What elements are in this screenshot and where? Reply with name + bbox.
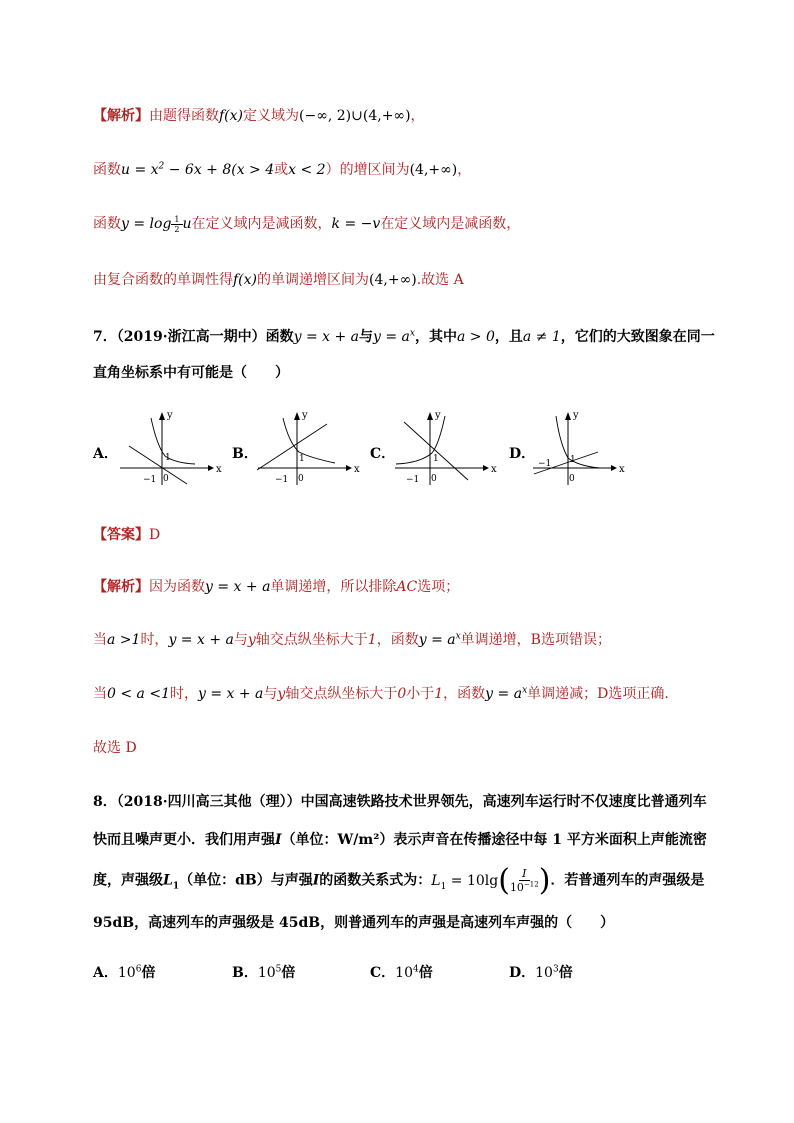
svg-text:0: 0 (298, 474, 304, 484)
q7-stem-line-1: 7．（2019·浙江高一期中）函数y = x + a与$y = a^x$，其中a > 0，且a ≠ 1，它们的大致图象在同一 (93, 328, 715, 345)
q8-stem-line-1: 8．（2018·四川高三其他（理））中国高速铁路技术世界领先，高速列车运行时不仅速度比普通列车 (93, 794, 707, 810)
formula-fraction: $\frac{I}{10^{-12}}$ (509, 867, 539, 894)
q7-option-b-label[interactable]: B． (232, 446, 258, 462)
q8-stem-line-4: 95dB，高速列车的声强级是 45dB，则普通列车的声强是高速列车声强的（ ） (93, 915, 615, 931)
q7-answer-line (93, 525, 734, 545)
q7-option-c-graph[interactable] (390, 408, 510, 488)
sound-level-formula: $L_1 = 10\lg$( $\frac{I}{10^{-12}}$ ) (431, 862, 551, 898)
q8-option-d[interactable]: D．$10^3$倍 (509, 964, 573, 981)
svg-text:−1: −1 (538, 459, 552, 469)
q8-option-b[interactable]: B．$10^5$倍 (232, 964, 296, 981)
prev-analysis-line-1: 【解析】由题得函数f(x)定义域为(−∞, 2)∪(4,+∞)， (93, 108, 425, 124)
analysis-tag: 【解析】 (93, 108, 149, 124)
q7-option-a-graph[interactable] (115, 408, 235, 488)
q7-analysis-line-4: 故选 D (93, 740, 137, 756)
q7-analysis-line-3: 当0 < a <1时，y = x + a与y轴交点纵坐标大于0小于1，函数$y = a^x$单调递减；D选项正确. (93, 685, 669, 702)
svg-text:0: 0 (569, 474, 575, 484)
q7-option-d-graph[interactable] (528, 408, 648, 488)
q7-option-a-label[interactable]: A． (93, 446, 118, 462)
svg-text:−1: −1 (275, 475, 289, 485)
svg-text:0: 0 (431, 474, 437, 484)
svg-text:0: 0 (163, 474, 169, 484)
q7-option-c-label[interactable]: C． (370, 446, 396, 462)
y-axis-label: y (435, 410, 441, 421)
svg-text:1: 1 (299, 454, 305, 464)
q7-option-d-label[interactable]: D． (509, 446, 536, 462)
svg-text:1: 1 (433, 454, 439, 464)
x-axis-label: x (354, 464, 360, 475)
y-axis-label: y (167, 410, 173, 421)
x-axis-label: x (619, 464, 625, 475)
svg-text:1: 1 (570, 455, 576, 465)
q8-option-c[interactable]: C．$10^4$倍 (370, 964, 433, 981)
x-axis-label: x (491, 464, 497, 475)
prev-analysis-line-2: 函数$u = x^2 - 6x + 8(x > 4$或x < 2）的增区间为(4,+∞)， (93, 161, 472, 178)
svg-text:1: 1 (165, 453, 171, 463)
y-axis-label: y (302, 410, 308, 421)
x-axis-label: x (216, 464, 222, 475)
svg-text:−1: −1 (143, 475, 157, 485)
answer-tag: 【答案】 (93, 527, 149, 543)
q7-option-b-graph[interactable] (253, 408, 373, 488)
y-axis-label: y (573, 410, 579, 421)
log-base-fraction: $\frac{1}{2}$ (171, 215, 182, 234)
q7-analysis-line-1: 【解析】因为函数y = x + a单调递增，所以排除AC选项； (93, 579, 460, 595)
q7-stem-line-2: 直角坐标系中有可能是（ ） (93, 365, 289, 381)
answer-value: D (149, 527, 161, 543)
svg-text:−1: −1 (406, 475, 420, 485)
prev-analysis-line-4: 由复合函数的单调性得f(x)的单调递增区间为(4,+∞).故选 A (93, 272, 464, 288)
q7-analysis-line-2: 当a >1时，y = x + a与y轴交点纵坐标大于1，函数$y = a^x$单调递增，B选项错误； (93, 631, 611, 648)
q8-stem-line-3: 度，声强级$L_1$（单位：dB）与声强I的函数关系式为：$L_1 = 10\lg$( $\frac{I}{10^{-12}}$ )．若普通列车的声强级是 (93, 862, 705, 898)
prev-analysis-line-3: 函数y = log $\frac{1}{2}$ u在定义域内是减函数，k = −v在定义域内是减函数， (93, 214, 521, 234)
q8-stem-line-2: 快而且噪声更小．我们用声强I（单位：W/m²）表示声音在传播途径中每 1 平方米面积上声能流密 (93, 832, 707, 848)
analysis-tag: 【解析】 (93, 579, 149, 595)
q8-option-a[interactable]: A．$10^6$倍 (93, 964, 156, 981)
